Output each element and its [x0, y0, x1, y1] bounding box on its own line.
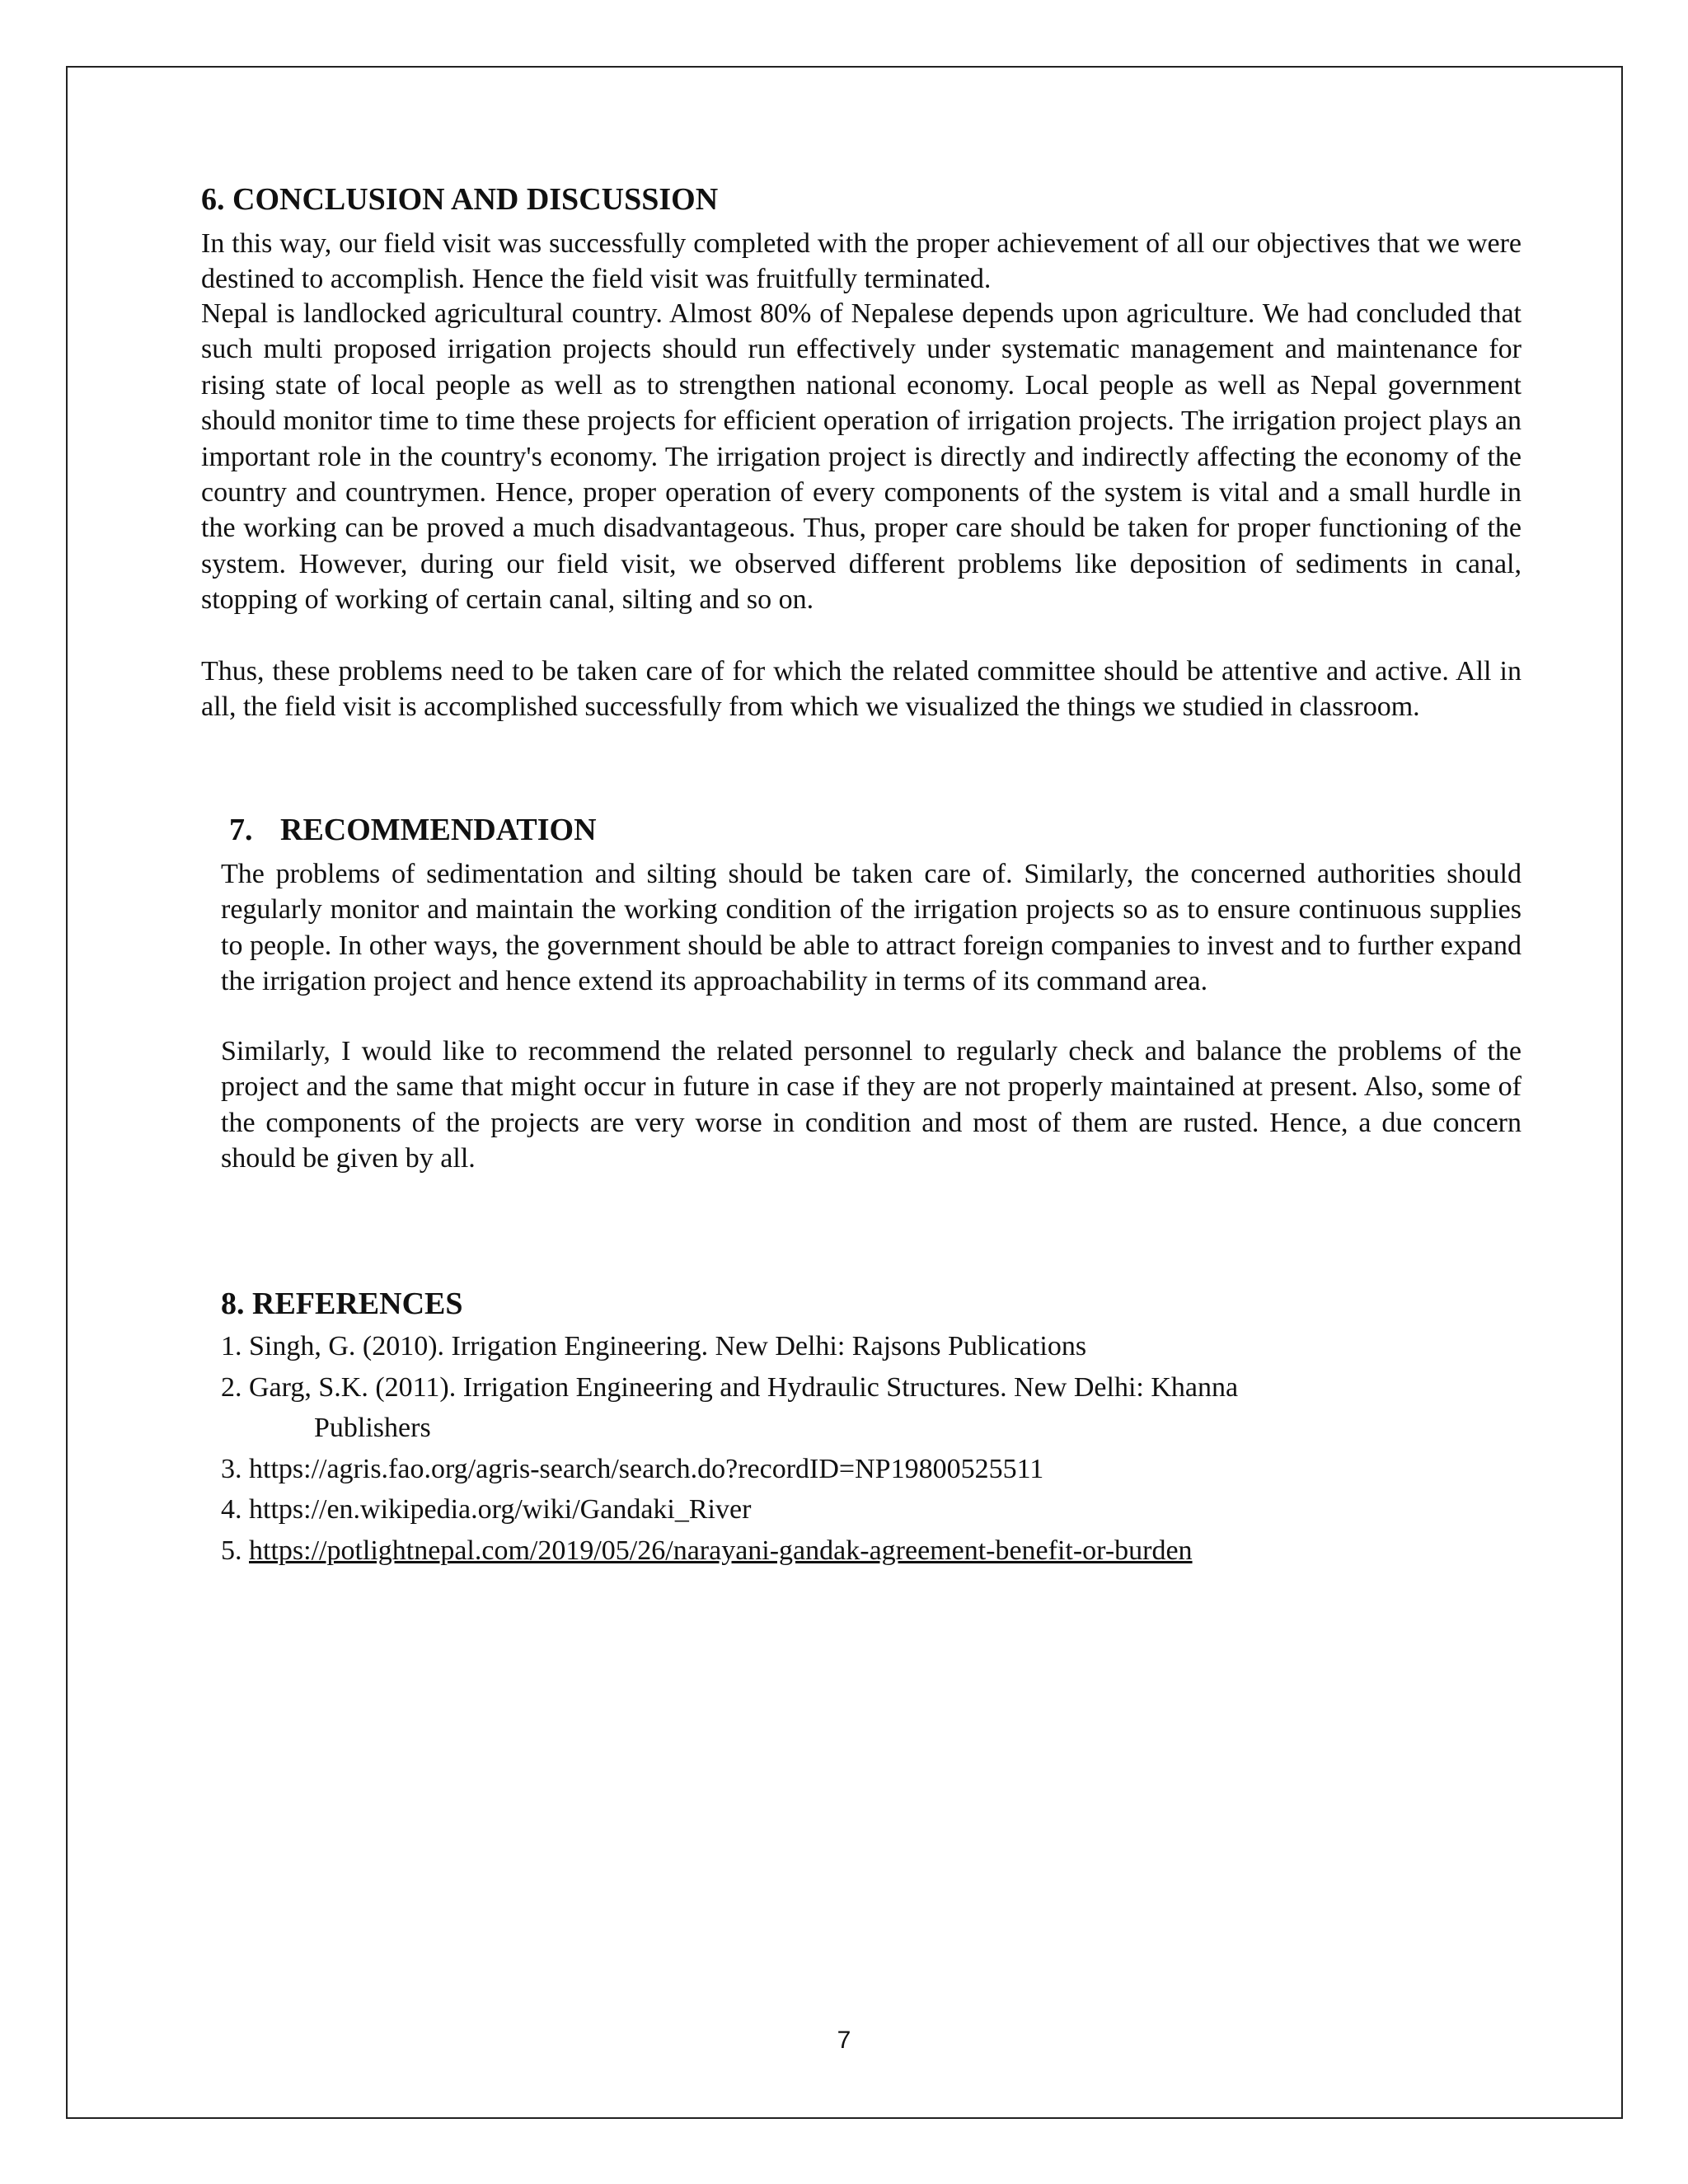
- references-list: [221, 1326, 1522, 1571]
- recommendation-heading: [229, 812, 597, 848]
- recommendation-heading-title: RECOMMENDATION: [280, 813, 597, 847]
- reference-text: 4. https://en.wikipedia.org/wiki/Gandaki_River: [221, 1494, 752, 1525]
- reference-text: 3. https://agris.fao.org/agris-search/search.do?recordID=NP19800525511: [221, 1453, 1044, 1484]
- recommendation-heading-number: 7.: [229, 813, 253, 847]
- reference-item: [221, 1367, 1522, 1449]
- conclusion-heading: 6. CONCLUSION AND DISCUSSION: [201, 182, 719, 217]
- page-number: 7: [837, 2027, 851, 2054]
- conclusion-paragraph: Nepal is landlocked agricultural country. Almost 80% of Nepalese depends upon agriculture. We had concluded that such multi proposed irrigation projects should run effectively under systematic management and maintenance for rising state of local people as well as to strengthen national economy. Local people as well as Nepal government should monitor time to time these projects for efficient operation of irrigation projects. The irrigation project plays an important role in the country's economy. The irrigation project is directly and indirectly affecting the economy of the country and countrymen. Hence, proper operation of every components of the system is vital and a small hurdle in the working can be proved a much disadvantageous. Thus, proper care should be taken for proper functioning of the system. However, during our field visit, we observed different problems like deposition of sediments in canal, stopping of working of certain canal, silting and so on.: [201, 298, 1522, 616]
- reference-text: 1. Singh, G. (2010). Irrigation Engineering. New Delhi: Rajsons Publications: [221, 1331, 1087, 1361]
- conclusion-paragraph: In this way, our field visit was successfully completed with the proper achievement of all our objectives that we were destined to accomplish. Hence the field visit was fruitfully terminated.: [201, 228, 1522, 295]
- recommendation-paragraph: Similarly, I would like to recommend the related personnel to regularly check and balance the problems of the project and the same that might occur in future in case if they are not properly maintained at present. Also, some of the components of the projects are very worse in condition and most of them are rusted. Hence, a due concern should be given by all.: [221, 1036, 1522, 1174]
- conclusion-paragraph: Thus, these problems need to be taken care of for which the related committee should be attentive and active. All in all, the field visit is accomplished successfully from which we visualized the things we studied in classroom.: [201, 656, 1522, 723]
- recommendation-paragraph: The problems of sedimentation and silting should be taken care of. Similarly, the concerned authorities should regularly monitor and maintain the working condition of the irrigation projects so as to ensure continuous supplies to people. In other ways, the government should be able to attract foreign companies to invest and to further expand the irrigation project and hence extend its approachability in terms of its command area.: [221, 859, 1522, 997]
- reference-text: 2. Garg, S.K. (2011). Irrigation Engineering and Hydraulic Structures. New Delhi: Khanna: [221, 1371, 1239, 1403]
- reference-prefix: 5.: [221, 1535, 249, 1566]
- references-heading: 8. REFERENCES: [221, 1286, 463, 1321]
- reference-item: [221, 1530, 1522, 1572]
- reference-link[interactable]: https://potlightnepal.com/2019/05/26/narayani-gandak-agreement-benefit-or-burden: [249, 1535, 1193, 1566]
- reference-continuation: Publishers: [314, 1413, 431, 1443]
- reference-item: [221, 1326, 1522, 1367]
- reference-item: [221, 1449, 1522, 1490]
- reference-item: [221, 1489, 1522, 1530]
